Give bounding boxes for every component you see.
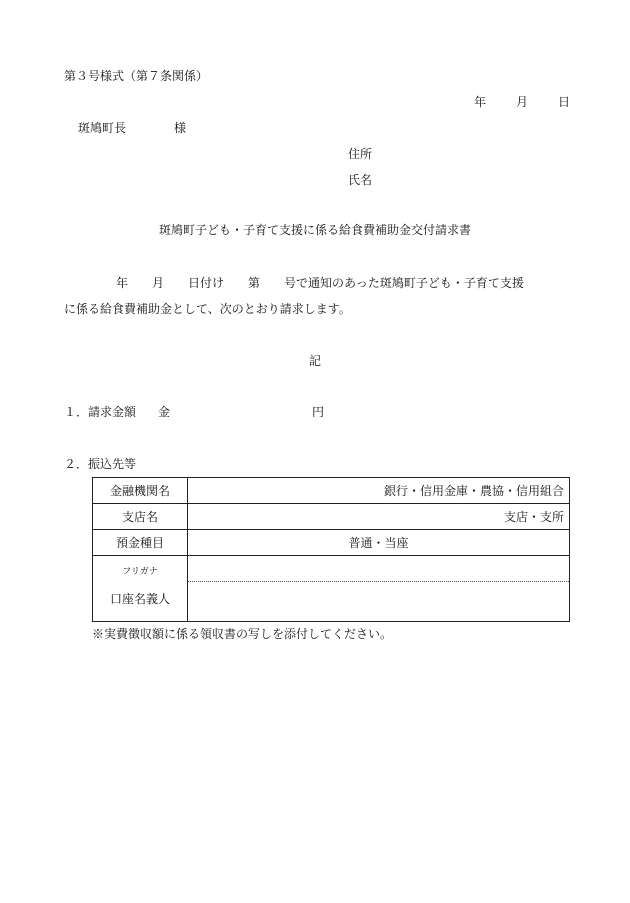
claim-amount-label: １．請求金額 <box>64 405 137 419</box>
bank-name-value[interactable]: 銀行・信用金庫・農協・信用組合 <box>188 478 570 504</box>
body-text-line-2: に係る給食費補助金として、次のとおり請求します。 <box>64 302 351 316</box>
table-row <box>93 530 570 556</box>
document-title: 斑鳩町子ども・子育て支援に係る給食費補助金交付請求書 <box>158 223 471 237</box>
deposit-type-label: 預金種目 <box>93 530 188 556</box>
bank-info-table <box>92 477 570 622</box>
transfer-label: ２．振込先等 <box>64 457 137 471</box>
account-holder-label: 口座名義人 <box>109 592 170 606</box>
claim-amount-kin: 金 <box>158 405 171 419</box>
bank-name-label: 金融機関名 <box>93 478 188 504</box>
date-day: 日 <box>558 95 571 109</box>
attachment-note: ※実費徴収額に係る領収書の写しを添付してください。 <box>92 627 393 641</box>
ki-heading: 記 <box>308 354 321 368</box>
form-number: 第３号様式（第７条関係） <box>64 69 209 83</box>
date-line <box>474 96 570 108</box>
body-text-line-1: 年 月 日付け 第 号で通知のあった斑鳩町子ども・子育て支援 <box>116 276 524 290</box>
address-label: 住所 <box>348 147 373 161</box>
addressee <box>78 122 186 134</box>
branch-name-value[interactable]: 支店・支所 <box>188 504 570 530</box>
table-row <box>93 478 570 504</box>
claim-amount-line <box>64 406 324 418</box>
date-year: 年 <box>474 95 487 109</box>
account-holder-label-cell <box>93 556 188 622</box>
table-row <box>93 504 570 530</box>
branch-name-label: 支店名 <box>93 504 188 530</box>
addressee-honorific: 様 <box>174 121 187 135</box>
furigana-field[interactable] <box>188 556 569 582</box>
addressee-name: 斑鳩町長 <box>78 121 127 135</box>
name-label: 氏名 <box>348 173 373 187</box>
date-month: 月 <box>516 95 529 109</box>
table-row <box>93 556 570 622</box>
furigana-label: フリガナ <box>122 567 158 577</box>
account-holder-value-cell <box>188 556 570 622</box>
claim-amount-yen: 円 <box>312 405 325 419</box>
account-holder-field[interactable] <box>188 582 569 621</box>
deposit-type-value[interactable]: 普通・当座 <box>188 530 570 556</box>
